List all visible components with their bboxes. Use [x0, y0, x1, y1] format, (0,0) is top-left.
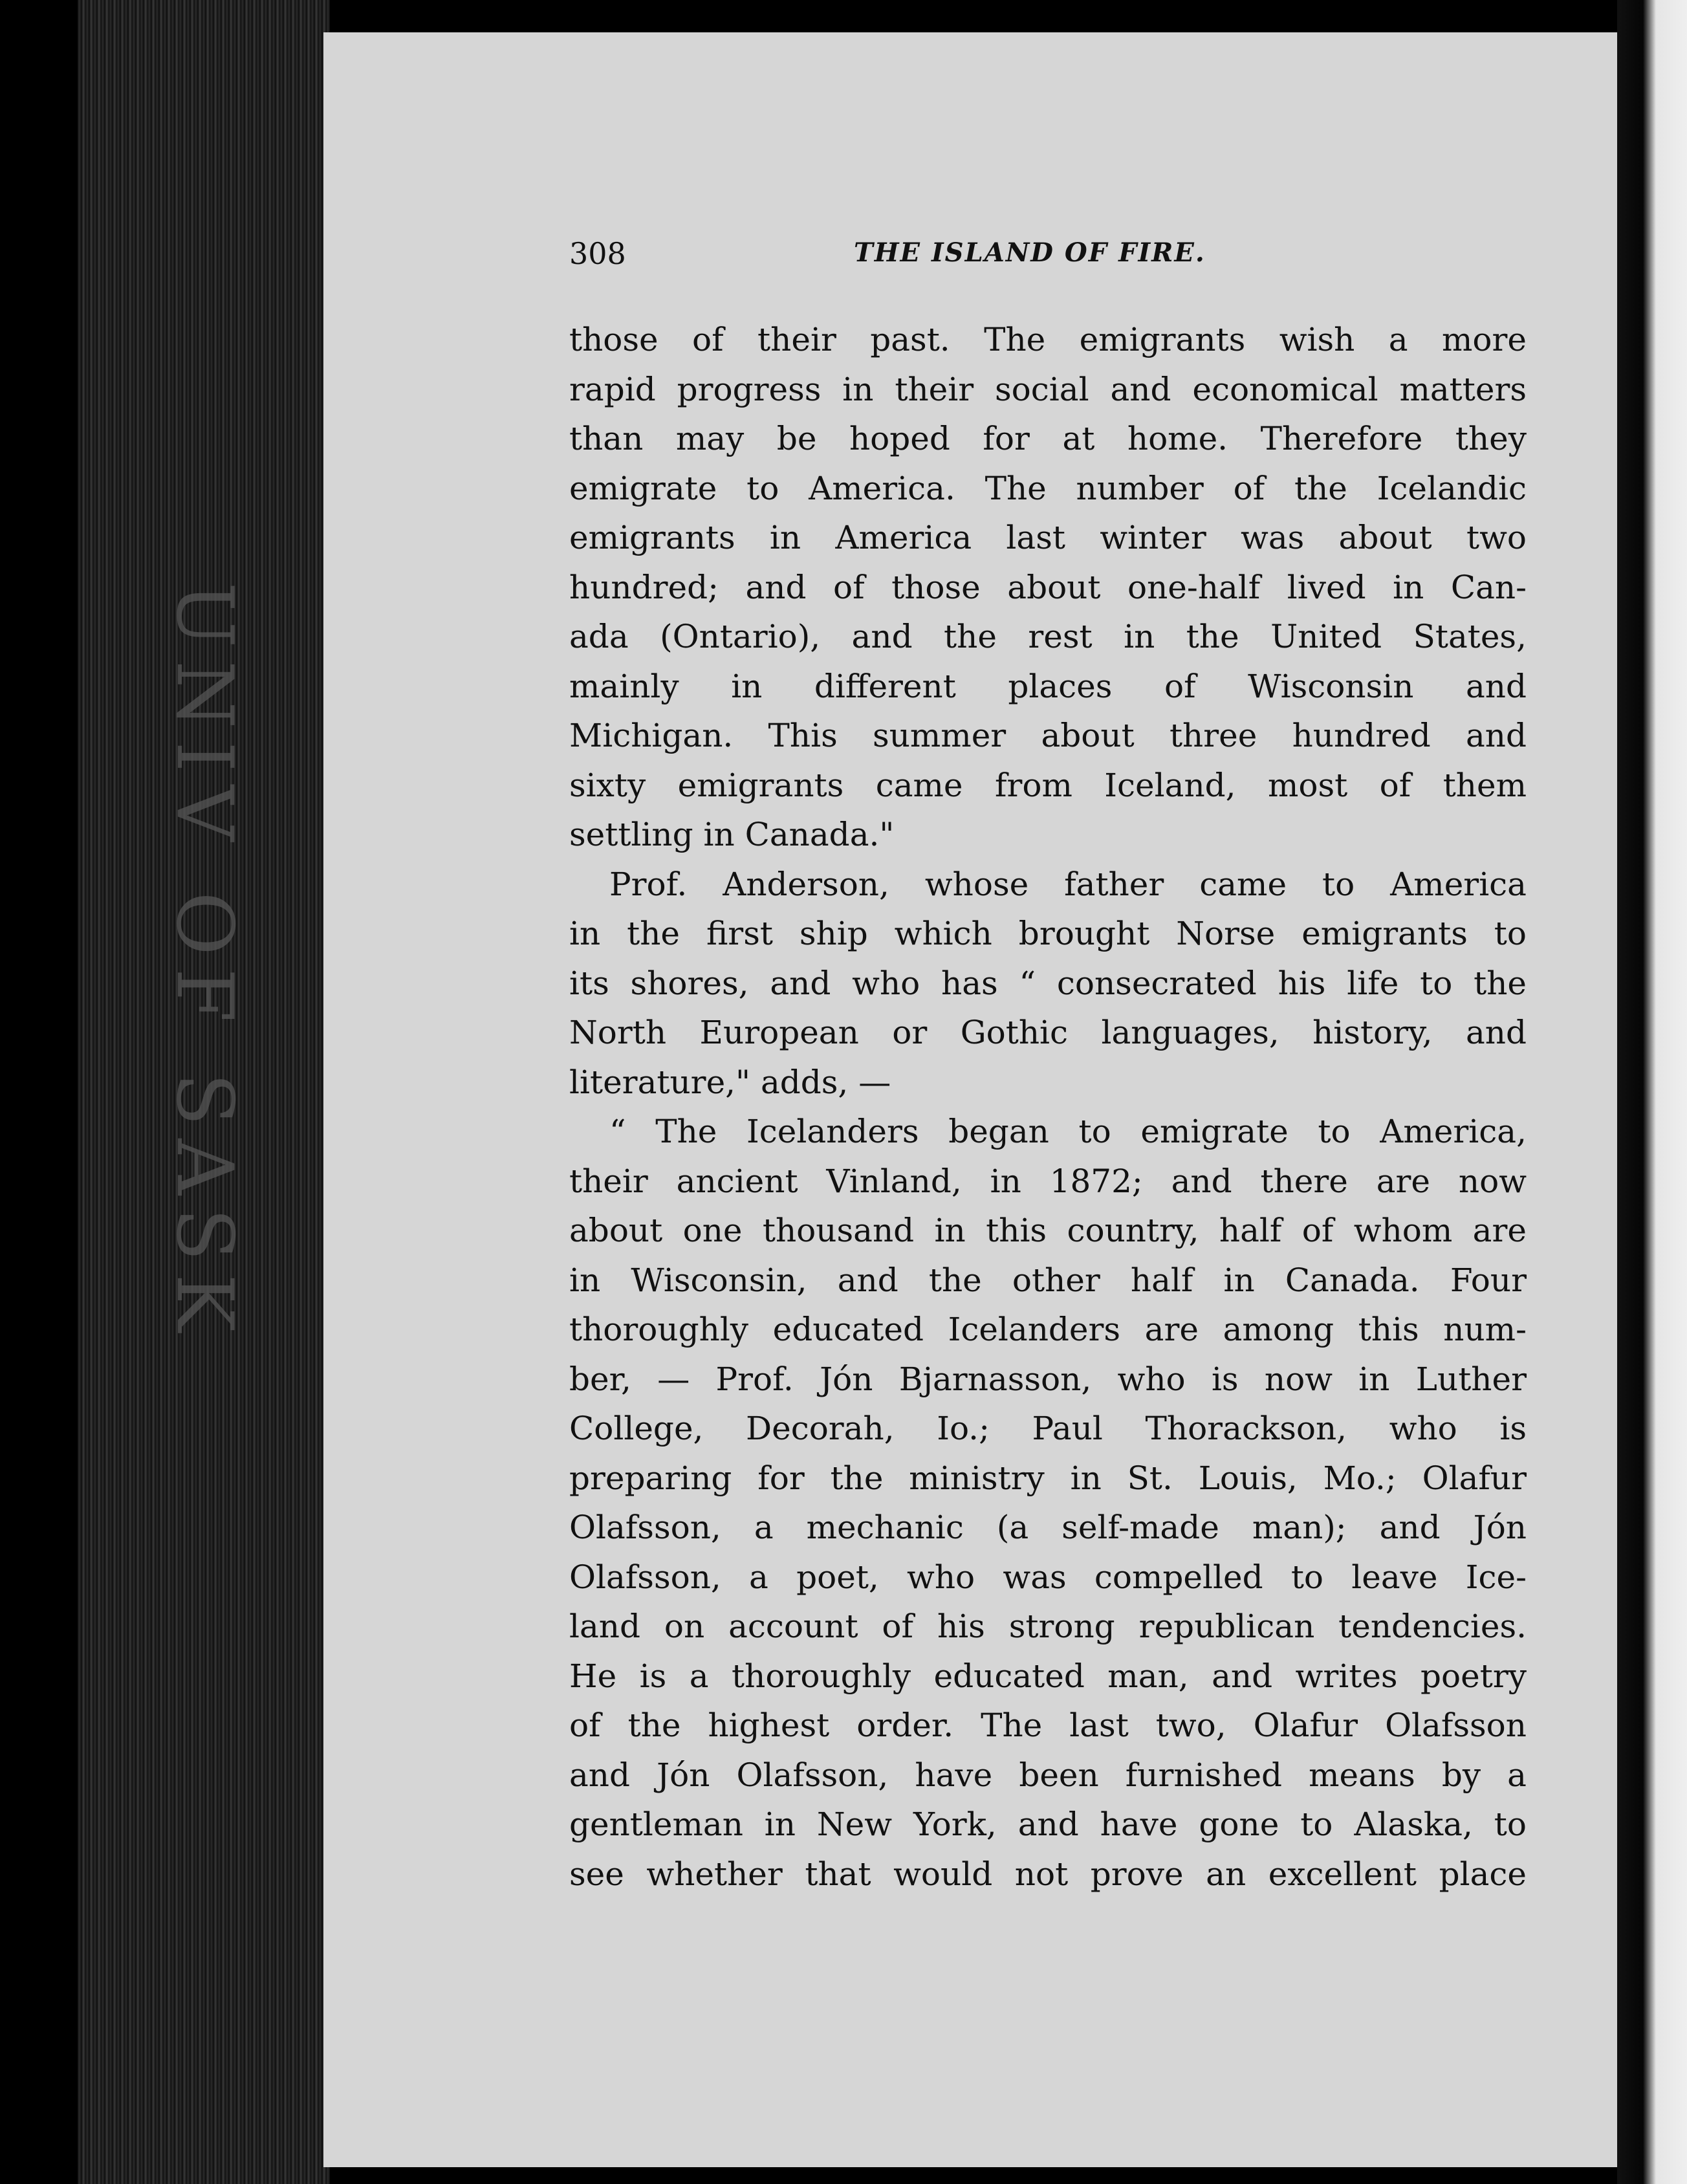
library-stamp: UNIV OF SASK: [159, 582, 249, 1345]
book-gutter: [1617, 0, 1687, 2184]
text-line: hundred; and of those about one-half lived in Can-: [569, 568, 1527, 606]
text-line: College, Decorah, Io.; Paul Thorackson, who is: [569, 1410, 1527, 1447]
text-line: gentleman in New York, and have gone to Alaska, to: [569, 1806, 1527, 1843]
text-line: see whether that would not prove an excellent place: [569, 1855, 1527, 1893]
text-line: land on account of his strong republican tendencies.: [569, 1608, 1527, 1645]
text-line: emigrate to America. The number of the Icelandic: [569, 469, 1527, 507]
text-line: and Jón Olafsson, have been furnished means by a: [569, 1756, 1527, 1794]
text-line: its shores, and who has “ consecrated his life to the: [569, 964, 1527, 1002]
page-number: 308: [569, 236, 626, 271]
text-line: those of their past. The emigrants wish a more: [569, 321, 1527, 358]
running-head: THE ISLAND OF FIRE.: [854, 237, 1206, 268]
page-header: [569, 236, 1242, 281]
text-line: literature," adds, —: [569, 1063, 891, 1101]
text-line: in Wisconsin, and the other half in Canada. Four: [569, 1261, 1527, 1299]
text-line: sixty emigrants came from Iceland, most of them: [569, 766, 1527, 804]
text-line: preparing for the ministry in St. Louis, Mo.; Olafur: [569, 1459, 1527, 1497]
book-page-edges: [78, 0, 330, 2184]
text-line: ber, — Prof. Jón Bjarnasson, who is now in Luther: [569, 1360, 1527, 1398]
body-text: [569, 315, 1527, 1899]
text-line: Olafsson, a mechanic (a self-made man); and Jón: [569, 1509, 1527, 1546]
text-line: in the first ship which brought Norse emigrants to: [569, 915, 1527, 952]
text-line: rapid progress in their social and economical matters: [569, 370, 1527, 408]
text-line: of the highest order. The last two, Olafur Olafsson: [569, 1707, 1527, 1744]
text-line: thoroughly educated Icelanders are among this num-: [569, 1311, 1527, 1348]
text-line: He is a thoroughly educated man, and writes poetry: [569, 1657, 1527, 1695]
text-line: “ The Icelanders began to emigrate to America,: [609, 1113, 1527, 1150]
text-line: about one thousand in this country, half of whom are: [569, 1212, 1527, 1249]
text-line: Michigan. This summer about three hundred and: [569, 717, 1527, 754]
text-line: ada (Ontario), and the rest in the United States,: [569, 618, 1527, 655]
text-line: settling in Canada.": [569, 816, 895, 853]
text-line: emigrants in America last winter was about two: [569, 519, 1527, 556]
text-line: than may be hoped for at home. Therefore they: [569, 420, 1527, 457]
text-line: mainly in different places of Wisconsin and: [569, 667, 1527, 705]
text-line: Prof. Anderson, whose father came to America: [609, 865, 1527, 903]
text-line: their ancient Vinland, in 1872; and there are now: [569, 1162, 1527, 1200]
text-line: Olafsson, a poet, who was compelled to leave Ice-: [569, 1558, 1527, 1596]
text-line: North European or Gothic languages, history, and: [569, 1014, 1527, 1051]
